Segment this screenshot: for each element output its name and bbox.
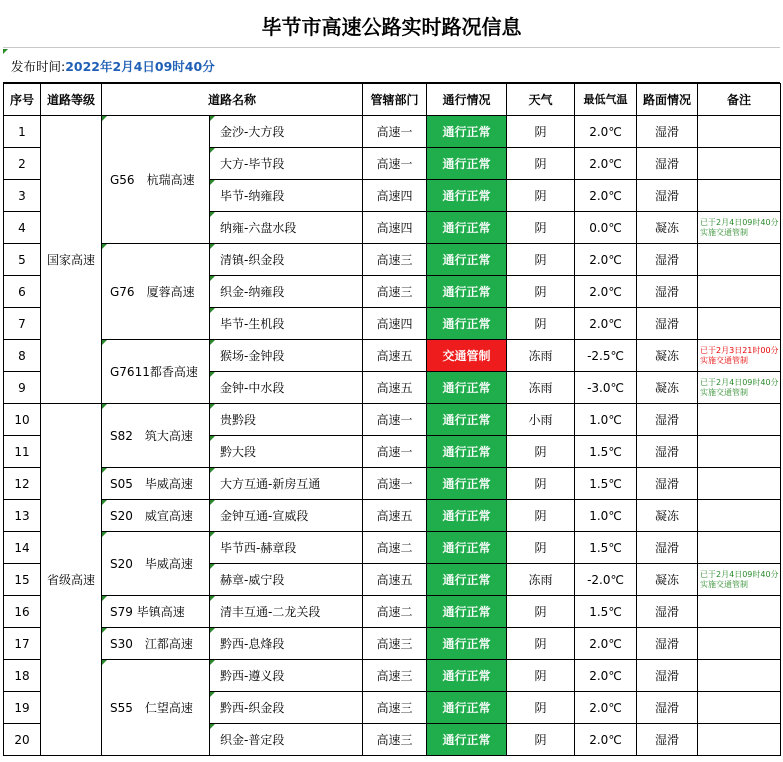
cell-marker-icon xyxy=(210,276,215,281)
row-number: 15 xyxy=(4,564,41,596)
remark xyxy=(698,308,781,340)
min-temperature: 1.5℃ xyxy=(575,596,637,628)
min-temperature: 1.0℃ xyxy=(575,404,637,436)
weather: 阴 xyxy=(507,468,575,500)
department: 高速一 xyxy=(363,148,427,180)
road-level: 国家高速 xyxy=(41,116,102,404)
department: 高速一 xyxy=(363,436,427,468)
row-number: 1 xyxy=(4,116,41,148)
remark xyxy=(698,148,781,180)
road-segment: 大方-毕节段 xyxy=(210,148,363,180)
road-surface: 湿滑 xyxy=(637,692,698,724)
weather: 冻雨 xyxy=(507,340,575,372)
weather: 阴 xyxy=(507,532,575,564)
status-badge: 通行正常 xyxy=(427,404,507,436)
status-badge: 通行正常 xyxy=(427,628,507,660)
remark xyxy=(698,596,781,628)
road-surface: 凝冻 xyxy=(637,372,698,404)
cell-marker-icon xyxy=(210,500,215,505)
road-group: S30 江都高速 xyxy=(102,628,210,660)
department: 高速三 xyxy=(363,692,427,724)
table-row xyxy=(4,244,781,276)
road-surface: 湿滑 xyxy=(637,596,698,628)
cell-marker-icon xyxy=(210,244,215,249)
min-temperature: 2.0℃ xyxy=(575,628,637,660)
table-row xyxy=(4,628,781,660)
remark xyxy=(698,404,781,436)
table-row xyxy=(4,500,781,532)
row-number: 8 xyxy=(4,340,41,372)
header-no: 序号 xyxy=(4,84,41,116)
department: 高速三 xyxy=(363,660,427,692)
weather: 阴 xyxy=(507,660,575,692)
weather: 阴 xyxy=(507,628,575,660)
road-segment: 纳雍-六盘水段 xyxy=(210,212,363,244)
cell-marker-icon xyxy=(102,116,107,121)
row-number: 17 xyxy=(4,628,41,660)
status-badge: 通行正常 xyxy=(427,276,507,308)
cell-marker-icon xyxy=(102,532,107,537)
table-row xyxy=(4,404,781,436)
status-badge: 通行正常 xyxy=(427,148,507,180)
road-group: G76 厦蓉高速 xyxy=(102,244,210,340)
weather: 阴 xyxy=(507,724,575,756)
department: 高速三 xyxy=(363,724,427,756)
min-temperature: 1.5℃ xyxy=(575,436,637,468)
road-surface: 湿滑 xyxy=(637,276,698,308)
table-row xyxy=(4,116,781,148)
table-row xyxy=(4,340,781,372)
road-segment: 清镇-织金段 xyxy=(210,244,363,276)
row-number: 18 xyxy=(4,660,41,692)
status-badge: 交通管制 xyxy=(427,340,507,372)
row-number: 9 xyxy=(4,372,41,404)
road-segment: 大方互通-新房互通 xyxy=(210,468,363,500)
remark: 已于2月3日21时00分实施交通管制 xyxy=(698,340,781,372)
road-segment: 贵黔段 xyxy=(210,404,363,436)
min-temperature: 2.0℃ xyxy=(575,692,637,724)
road-surface: 凝冻 xyxy=(637,564,698,596)
road-surface: 湿滑 xyxy=(637,628,698,660)
header-road: 道路名称 xyxy=(102,84,363,116)
road-surface: 湿滑 xyxy=(637,180,698,212)
status-badge: 通行正常 xyxy=(427,244,507,276)
road-surface: 湿滑 xyxy=(637,724,698,756)
row-number: 14 xyxy=(4,532,41,564)
remark xyxy=(698,500,781,532)
cell-marker-icon xyxy=(210,564,215,569)
cell-marker-icon xyxy=(210,340,215,345)
department: 高速五 xyxy=(363,372,427,404)
min-temperature: 2.0℃ xyxy=(575,180,637,212)
status-badge: 通行正常 xyxy=(427,308,507,340)
publish-value: 2022年2月4日09时40分 xyxy=(65,58,215,74)
road-segment: 猴场-金钟段 xyxy=(210,340,363,372)
remark xyxy=(698,468,781,500)
road-segment: 清丰互通-二龙关段 xyxy=(210,596,363,628)
road-surface: 凝冻 xyxy=(637,500,698,532)
weather: 阴 xyxy=(507,500,575,532)
road-segment: 黔西-遵义段 xyxy=(210,660,363,692)
remark: 已于2月4日09时40分实施交通管制 xyxy=(698,372,781,404)
road-surface: 湿滑 xyxy=(637,244,698,276)
cell-marker-icon xyxy=(210,596,215,601)
road-group: S55 仁望高速 xyxy=(102,660,210,756)
remark: 已于2月4日09时40分实施交通管制 xyxy=(698,564,781,596)
row-number: 11 xyxy=(4,436,41,468)
remark: 已于2月4日09时40分实施交通管制 xyxy=(698,212,781,244)
cell-marker-icon xyxy=(210,692,215,697)
road-segment: 毕节-纳雍段 xyxy=(210,180,363,212)
row-number: 10 xyxy=(4,404,41,436)
min-temperature: 2.0℃ xyxy=(575,660,637,692)
remark xyxy=(698,276,781,308)
row-number: 2 xyxy=(4,148,41,180)
road-group: G7611都香高速 xyxy=(102,340,210,404)
department: 高速三 xyxy=(363,244,427,276)
page-title: 毕节市高速公路实时路况信息 xyxy=(3,3,780,48)
road-level: 省级高速 xyxy=(41,404,102,756)
department: 高速五 xyxy=(363,564,427,596)
cell-marker-icon xyxy=(210,116,215,121)
cell-marker-icon xyxy=(3,49,8,54)
weather: 冻雨 xyxy=(507,372,575,404)
min-temperature: -3.0℃ xyxy=(575,372,637,404)
min-temperature: 1.5℃ xyxy=(575,532,637,564)
remark xyxy=(698,436,781,468)
status-badge: 通行正常 xyxy=(427,116,507,148)
department: 高速三 xyxy=(363,276,427,308)
min-temperature: 1.5℃ xyxy=(575,468,637,500)
cell-marker-icon xyxy=(102,404,107,409)
min-temperature: 2.0℃ xyxy=(575,148,637,180)
row-number: 6 xyxy=(4,276,41,308)
road-surface: 湿滑 xyxy=(637,116,698,148)
weather: 阴 xyxy=(507,148,575,180)
table-body xyxy=(4,116,781,756)
road-surface: 湿滑 xyxy=(637,404,698,436)
status-badge: 通行正常 xyxy=(427,692,507,724)
department: 高速二 xyxy=(363,596,427,628)
status-badge: 通行正常 xyxy=(427,212,507,244)
road-surface: 湿滑 xyxy=(637,148,698,180)
table-row xyxy=(4,596,781,628)
department: 高速三 xyxy=(363,628,427,660)
road-segment: 黔西-息烽段 xyxy=(210,628,363,660)
department: 高速一 xyxy=(363,468,427,500)
road-surface: 湿滑 xyxy=(637,308,698,340)
road-segment: 毕节-生机段 xyxy=(210,308,363,340)
row-number: 7 xyxy=(4,308,41,340)
cell-marker-icon xyxy=(102,500,107,505)
row-number: 12 xyxy=(4,468,41,500)
weather: 阴 xyxy=(507,180,575,212)
table-row xyxy=(4,468,781,500)
weather: 冻雨 xyxy=(507,564,575,596)
status-badge: 通行正常 xyxy=(427,532,507,564)
cell-marker-icon xyxy=(210,180,215,185)
header-note: 备注 xyxy=(698,84,781,116)
department: 高速五 xyxy=(363,500,427,532)
min-temperature: -2.5℃ xyxy=(575,340,637,372)
road-surface: 湿滑 xyxy=(637,468,698,500)
road-group: S20 毕威高速 xyxy=(102,532,210,596)
cell-marker-icon xyxy=(210,308,215,313)
road-group: S79 毕镇高速 xyxy=(102,596,210,628)
department: 高速一 xyxy=(363,404,427,436)
status-badge: 通行正常 xyxy=(427,500,507,532)
header-dept: 管辖部门 xyxy=(363,84,427,116)
cell-marker-icon xyxy=(210,212,215,217)
publish-time-row xyxy=(3,49,780,83)
header-weather: 天气 xyxy=(507,84,575,116)
road-surface: 湿滑 xyxy=(637,660,698,692)
road-segment: 织金-纳雍段 xyxy=(210,276,363,308)
department: 高速四 xyxy=(363,212,427,244)
row-number: 5 xyxy=(4,244,41,276)
department: 高速四 xyxy=(363,180,427,212)
road-group: S82 筑大高速 xyxy=(102,404,210,468)
cell-marker-icon xyxy=(210,436,215,441)
cell-marker-icon xyxy=(210,468,215,473)
table-row xyxy=(4,660,781,692)
status-badge: 通行正常 xyxy=(427,564,507,596)
cell-marker-icon xyxy=(210,628,215,633)
header-row xyxy=(4,84,781,116)
min-temperature: 1.0℃ xyxy=(575,500,637,532)
remark xyxy=(698,116,781,148)
cell-marker-icon xyxy=(102,340,107,345)
cell-marker-icon xyxy=(210,148,215,153)
min-temperature: 2.0℃ xyxy=(575,244,637,276)
publish-label: 发布时间: xyxy=(11,58,66,74)
row-number: 16 xyxy=(4,596,41,628)
cell-marker-icon xyxy=(210,724,215,729)
department: 高速一 xyxy=(363,116,427,148)
cell-marker-icon xyxy=(102,660,107,665)
status-badge: 通行正常 xyxy=(427,596,507,628)
remark xyxy=(698,692,781,724)
department: 高速二 xyxy=(363,532,427,564)
status-badge: 通行正常 xyxy=(427,180,507,212)
road-group: S05 毕威高速 xyxy=(102,468,210,500)
status-badge: 通行正常 xyxy=(427,436,507,468)
header-status: 通行情况 xyxy=(427,84,507,116)
road-segment: 黔大段 xyxy=(210,436,363,468)
road-segment: 毕节西-赫章段 xyxy=(210,532,363,564)
road-surface: 凝冻 xyxy=(637,212,698,244)
cell-marker-icon xyxy=(210,660,215,665)
road-status-table xyxy=(3,83,781,756)
cell-marker-icon xyxy=(210,372,215,377)
weather: 阴 xyxy=(507,692,575,724)
weather: 阴 xyxy=(507,244,575,276)
row-number: 13 xyxy=(4,500,41,532)
weather: 阴 xyxy=(507,276,575,308)
cell-marker-icon xyxy=(210,404,215,409)
weather: 阴 xyxy=(507,308,575,340)
min-temperature: 2.0℃ xyxy=(575,724,637,756)
status-badge: 通行正常 xyxy=(427,724,507,756)
min-temperature: 0.0℃ xyxy=(575,212,637,244)
remark xyxy=(698,244,781,276)
row-number: 19 xyxy=(4,692,41,724)
cell-marker-icon xyxy=(102,596,107,601)
weather: 阴 xyxy=(507,596,575,628)
status-badge: 通行正常 xyxy=(427,660,507,692)
remark xyxy=(698,532,781,564)
min-temperature: 2.0℃ xyxy=(575,308,637,340)
road-surface: 湿滑 xyxy=(637,436,698,468)
road-segment: 金钟互通-宣威段 xyxy=(210,500,363,532)
road-segment: 金钟-中水段 xyxy=(210,372,363,404)
road-group: S20 威宣高速 xyxy=(102,500,210,532)
department: 高速五 xyxy=(363,340,427,372)
cell-marker-icon xyxy=(210,532,215,537)
header-temp: 最低气温 xyxy=(575,84,637,116)
header-level: 道路等级 xyxy=(41,84,102,116)
min-temperature: -2.0℃ xyxy=(575,564,637,596)
row-number: 4 xyxy=(4,212,41,244)
road-segment: 织金-普定段 xyxy=(210,724,363,756)
status-badge: 通行正常 xyxy=(427,468,507,500)
min-temperature: 2.0℃ xyxy=(575,276,637,308)
header-surface: 路面情况 xyxy=(637,84,698,116)
road-segment: 黔西-织金段 xyxy=(210,692,363,724)
remark xyxy=(698,628,781,660)
remark xyxy=(698,724,781,756)
row-number: 20 xyxy=(4,724,41,756)
status-badge: 通行正常 xyxy=(427,372,507,404)
road-group: G56 杭瑞高速 xyxy=(102,116,210,244)
cell-marker-icon xyxy=(102,628,107,633)
road-surface: 凝冻 xyxy=(637,340,698,372)
weather: 阴 xyxy=(507,116,575,148)
cell-marker-icon xyxy=(102,468,107,473)
weather: 小雨 xyxy=(507,404,575,436)
road-segment: 赫章-威宁段 xyxy=(210,564,363,596)
cell-marker-icon xyxy=(102,244,107,249)
remark xyxy=(698,180,781,212)
weather: 阴 xyxy=(507,436,575,468)
remark xyxy=(698,660,781,692)
road-segment: 金沙-大方段 xyxy=(210,116,363,148)
weather: 阴 xyxy=(507,212,575,244)
road-surface: 湿滑 xyxy=(637,532,698,564)
min-temperature: 2.0℃ xyxy=(575,116,637,148)
department: 高速四 xyxy=(363,308,427,340)
table-row xyxy=(4,532,781,564)
row-number: 3 xyxy=(4,180,41,212)
